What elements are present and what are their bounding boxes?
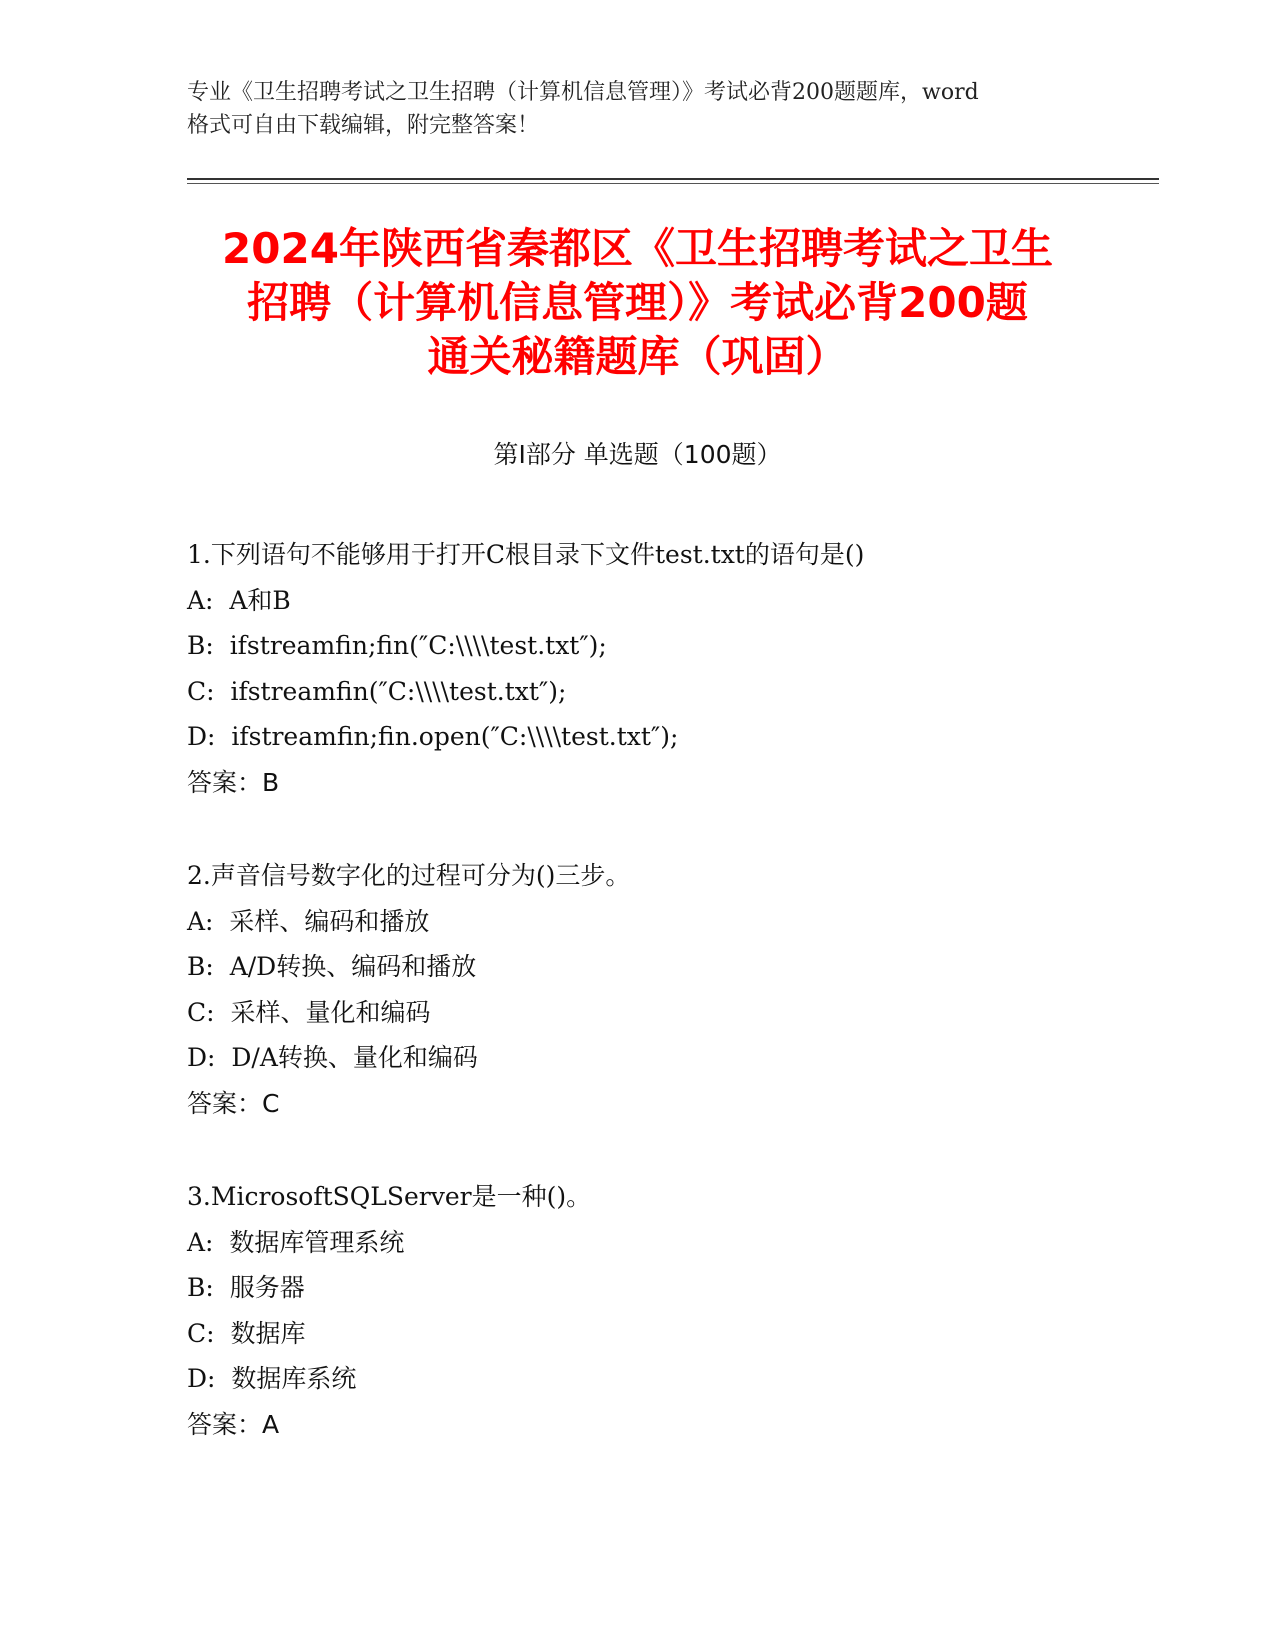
option-d: D: ifstreamfin;fin.open(″C:\\\\test.txt″); [187, 722, 679, 751]
option-c: C: 数据库 [187, 1318, 306, 1348]
document-header [187, 76, 1087, 142]
answer-text: 答案：A [187, 1409, 280, 1439]
question-stem: 1.下列语句不能够用于打开C根目录下文件test.txt的语句是() [187, 540, 865, 569]
option-d: D: D/A转换、量化和编码 [187, 1043, 478, 1072]
option-a: A: A和B [187, 585, 291, 615]
option-a: A: 采样、编码和播放 [187, 906, 430, 936]
option-a: A: 数据库管理系统 [187, 1227, 405, 1257]
header-divider [187, 178, 1159, 180]
question-item [187, 1174, 1147, 1447]
question-item [187, 853, 1147, 1126]
title-line-3: 通关秘籍题库（巩固） [427, 332, 848, 381]
option-b: B: A/D转换、编码和播放 [187, 952, 477, 981]
question-stem: 3.MicrosoftSQLServer是一种()。 [187, 1182, 592, 1211]
title-line-2: 招聘（计算机信息管理）》考试必背200题 [247, 278, 1028, 327]
answer-text: 答案：B [187, 767, 280, 797]
option-b: B: 服务器 [187, 1273, 305, 1302]
title-line-1: 2024年陕西省秦都区《卫生招聘考试之卫生 [222, 224, 1053, 273]
option-c: C: 采样、量化和编码 [187, 997, 431, 1027]
header-divider-thin [187, 183, 1159, 184]
option-d: D: 数据库系统 [187, 1364, 357, 1393]
question-stem: 2.声音信号数字化的过程可分为()三步。 [187, 861, 631, 890]
document-title [160, 222, 1115, 384]
answer-text: 答案：C [187, 1088, 280, 1118]
question-item [187, 532, 1147, 805]
option-b: B: ifstreamfin;fin(″C:\\\\test.txt″); [187, 631, 607, 660]
header-line-2: 格式可自由下载编辑，附完整答案！ [187, 113, 540, 138]
option-c: C: ifstreamfin(″C:\\\\test.txt″); [187, 676, 567, 706]
section-title: 第I部分 单选题（100题） [493, 440, 782, 469]
question-list [187, 532, 1147, 1495]
header-line-1: 专业《卫生招聘考试之卫生招聘（计算机信息管理）》考试必背200题题库，word [187, 80, 979, 105]
